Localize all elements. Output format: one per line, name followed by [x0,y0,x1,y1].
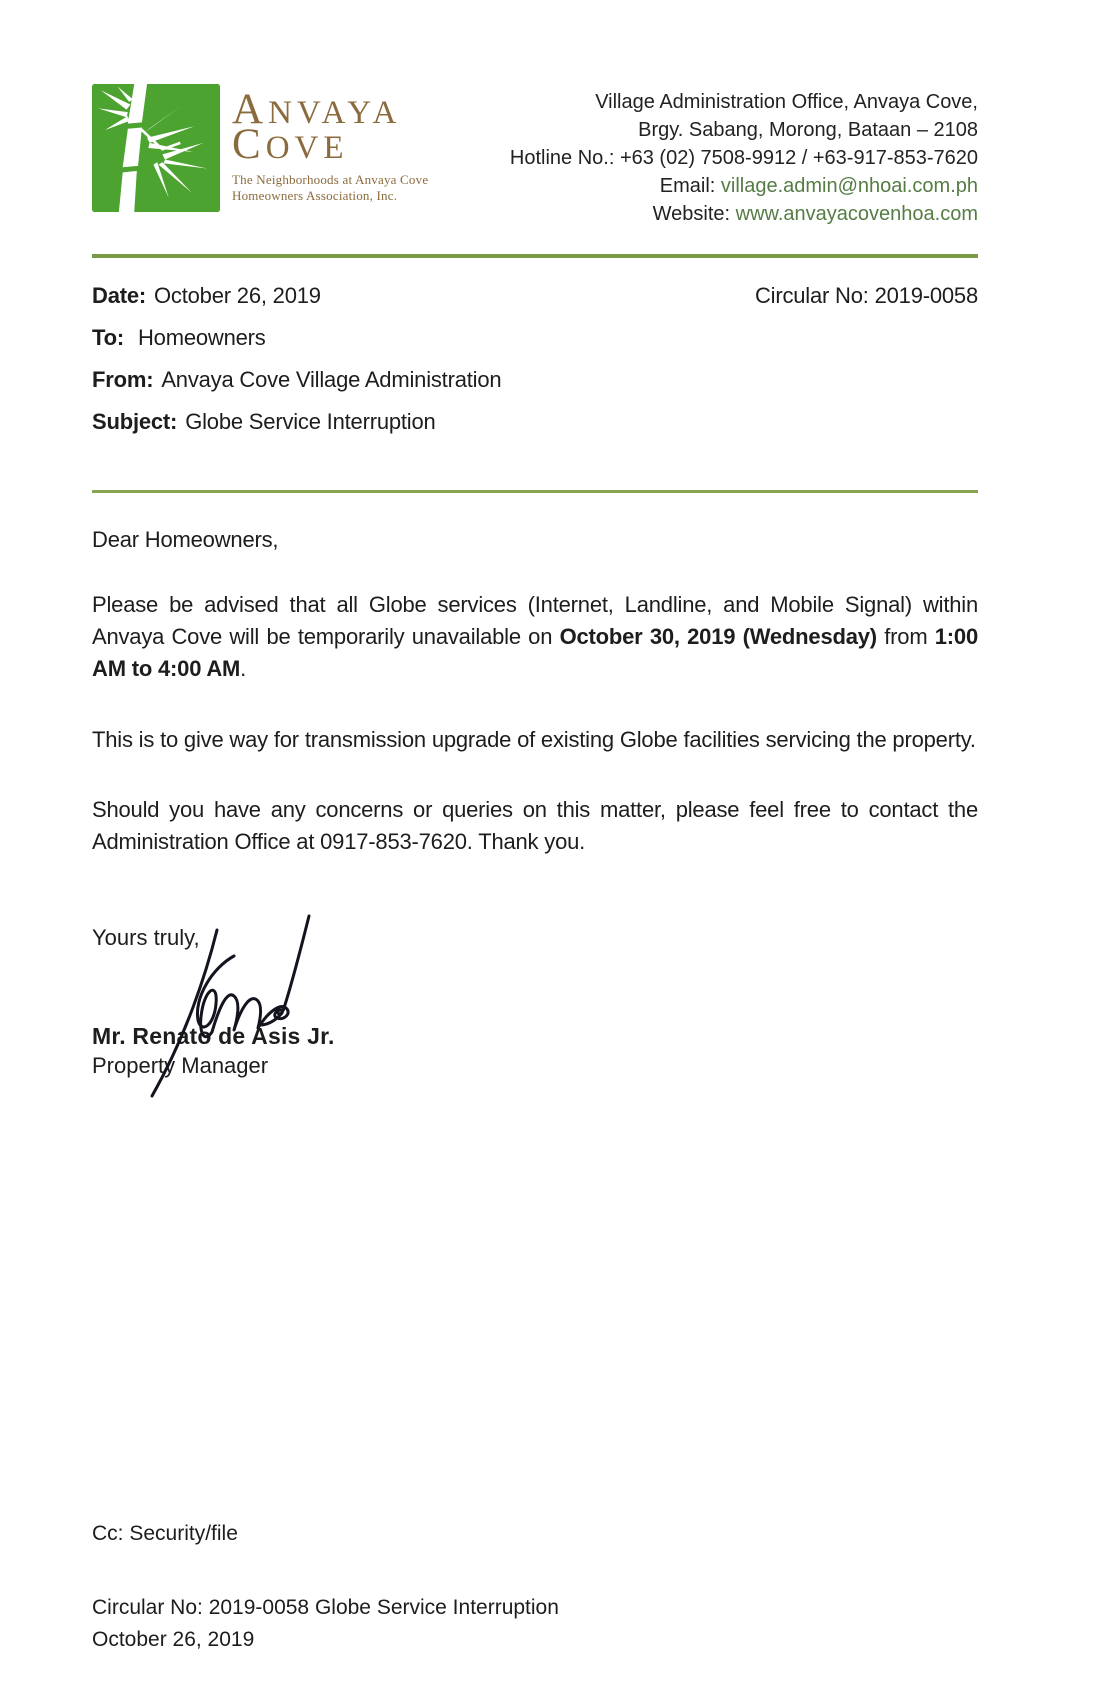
to-label: To: [92,325,124,350]
p1-bold-time: 1:00 AM to 4:00 AM [92,624,978,681]
logo-tagline-line1: The Neighborhoods at Anvaya Cove [232,172,429,187]
website-link[interactable]: www.anvayacovenhoa.com [735,203,978,225]
office-address-line1: Village Administration Office, Anvaya Cove, [595,91,978,113]
subject-line [92,408,978,436]
from-value: Anvaya Cove Village Administration [161,367,502,392]
p1-bold-date: October 30, 2019 (Wednesday) [559,624,877,649]
date-line [92,282,321,310]
logo-tagline [232,172,428,204]
from-line [92,366,978,394]
footer-reference [92,1592,978,1656]
subject-divider [92,490,978,493]
date-value: October 26, 2019 [154,283,321,308]
to-line [92,324,978,352]
circular-number: Circular No: 2019-0058 [754,283,978,308]
letterhead [92,84,978,228]
circular-meta [92,282,978,450]
handwritten-signature [122,908,422,1108]
to-value: Homeowners [137,325,266,350]
email-label: Email: [659,175,716,197]
subject-value: Globe Service Interruption [185,409,436,434]
footer-ref-line2: October 26, 2019 [92,1628,255,1651]
logo-tagline-line2: Homeowners Association, Inc. [232,188,398,203]
signer-name: Mr. Renato de Asis Jr. [92,1023,335,1049]
subject-label: Subject: [92,409,178,434]
logo-name-line2: COVE [232,121,349,168]
logo-name-line1: ANVAYA [232,86,402,133]
email-link[interactable]: village.admin@nhoai.com.ph [720,175,978,197]
closing-block [92,924,978,1084]
signer-title: Property Manager [92,1053,269,1078]
brand-logo [92,84,428,212]
body-paragraph-1 [92,589,978,685]
valediction: Yours truly, [92,925,200,950]
blank-space [92,1084,978,1520]
bamboo-logo-icon [92,84,220,212]
from-label: From: [92,367,154,392]
logo-wordmark [232,84,428,204]
p1-text-from: from [876,624,935,649]
office-address-line2: Brgy. Sabang, Morong, Bataan – 2108 [638,119,978,141]
p1-period: . [240,656,247,681]
salutation: Dear Homeowners, [92,527,279,552]
office-contact-block [510,84,978,228]
date-circular-row [92,282,978,310]
p1-text: Please be advised that all Globe services (Internet, Landline, and Mobile Signal) within Anvaya Cove will be temporarily unavailable on [92,592,978,649]
date-label: Date: [92,283,147,308]
office-email-line [510,172,978,200]
footer-ref-line1: Circular No: 2019-0058 Globe Service Interruption [92,1596,559,1619]
office-hotline: Hotline No.: +63 (02) 7508-9912 / +63-917-853-7620 [509,147,978,169]
header-divider [92,254,978,258]
body-paragraph-2: This is to give way for transmission upgrade of existing Globe facilities servicing the property. [92,727,976,752]
website-label: Website: [652,203,731,225]
body-paragraph-3: Should you have any concerns or queries on this matter, please feel free to contact the Administration Office at 0917-853-7620. Thank you. [92,797,978,854]
office-website-line [510,200,978,228]
cc-line: Cc: Security/file [92,1522,238,1545]
